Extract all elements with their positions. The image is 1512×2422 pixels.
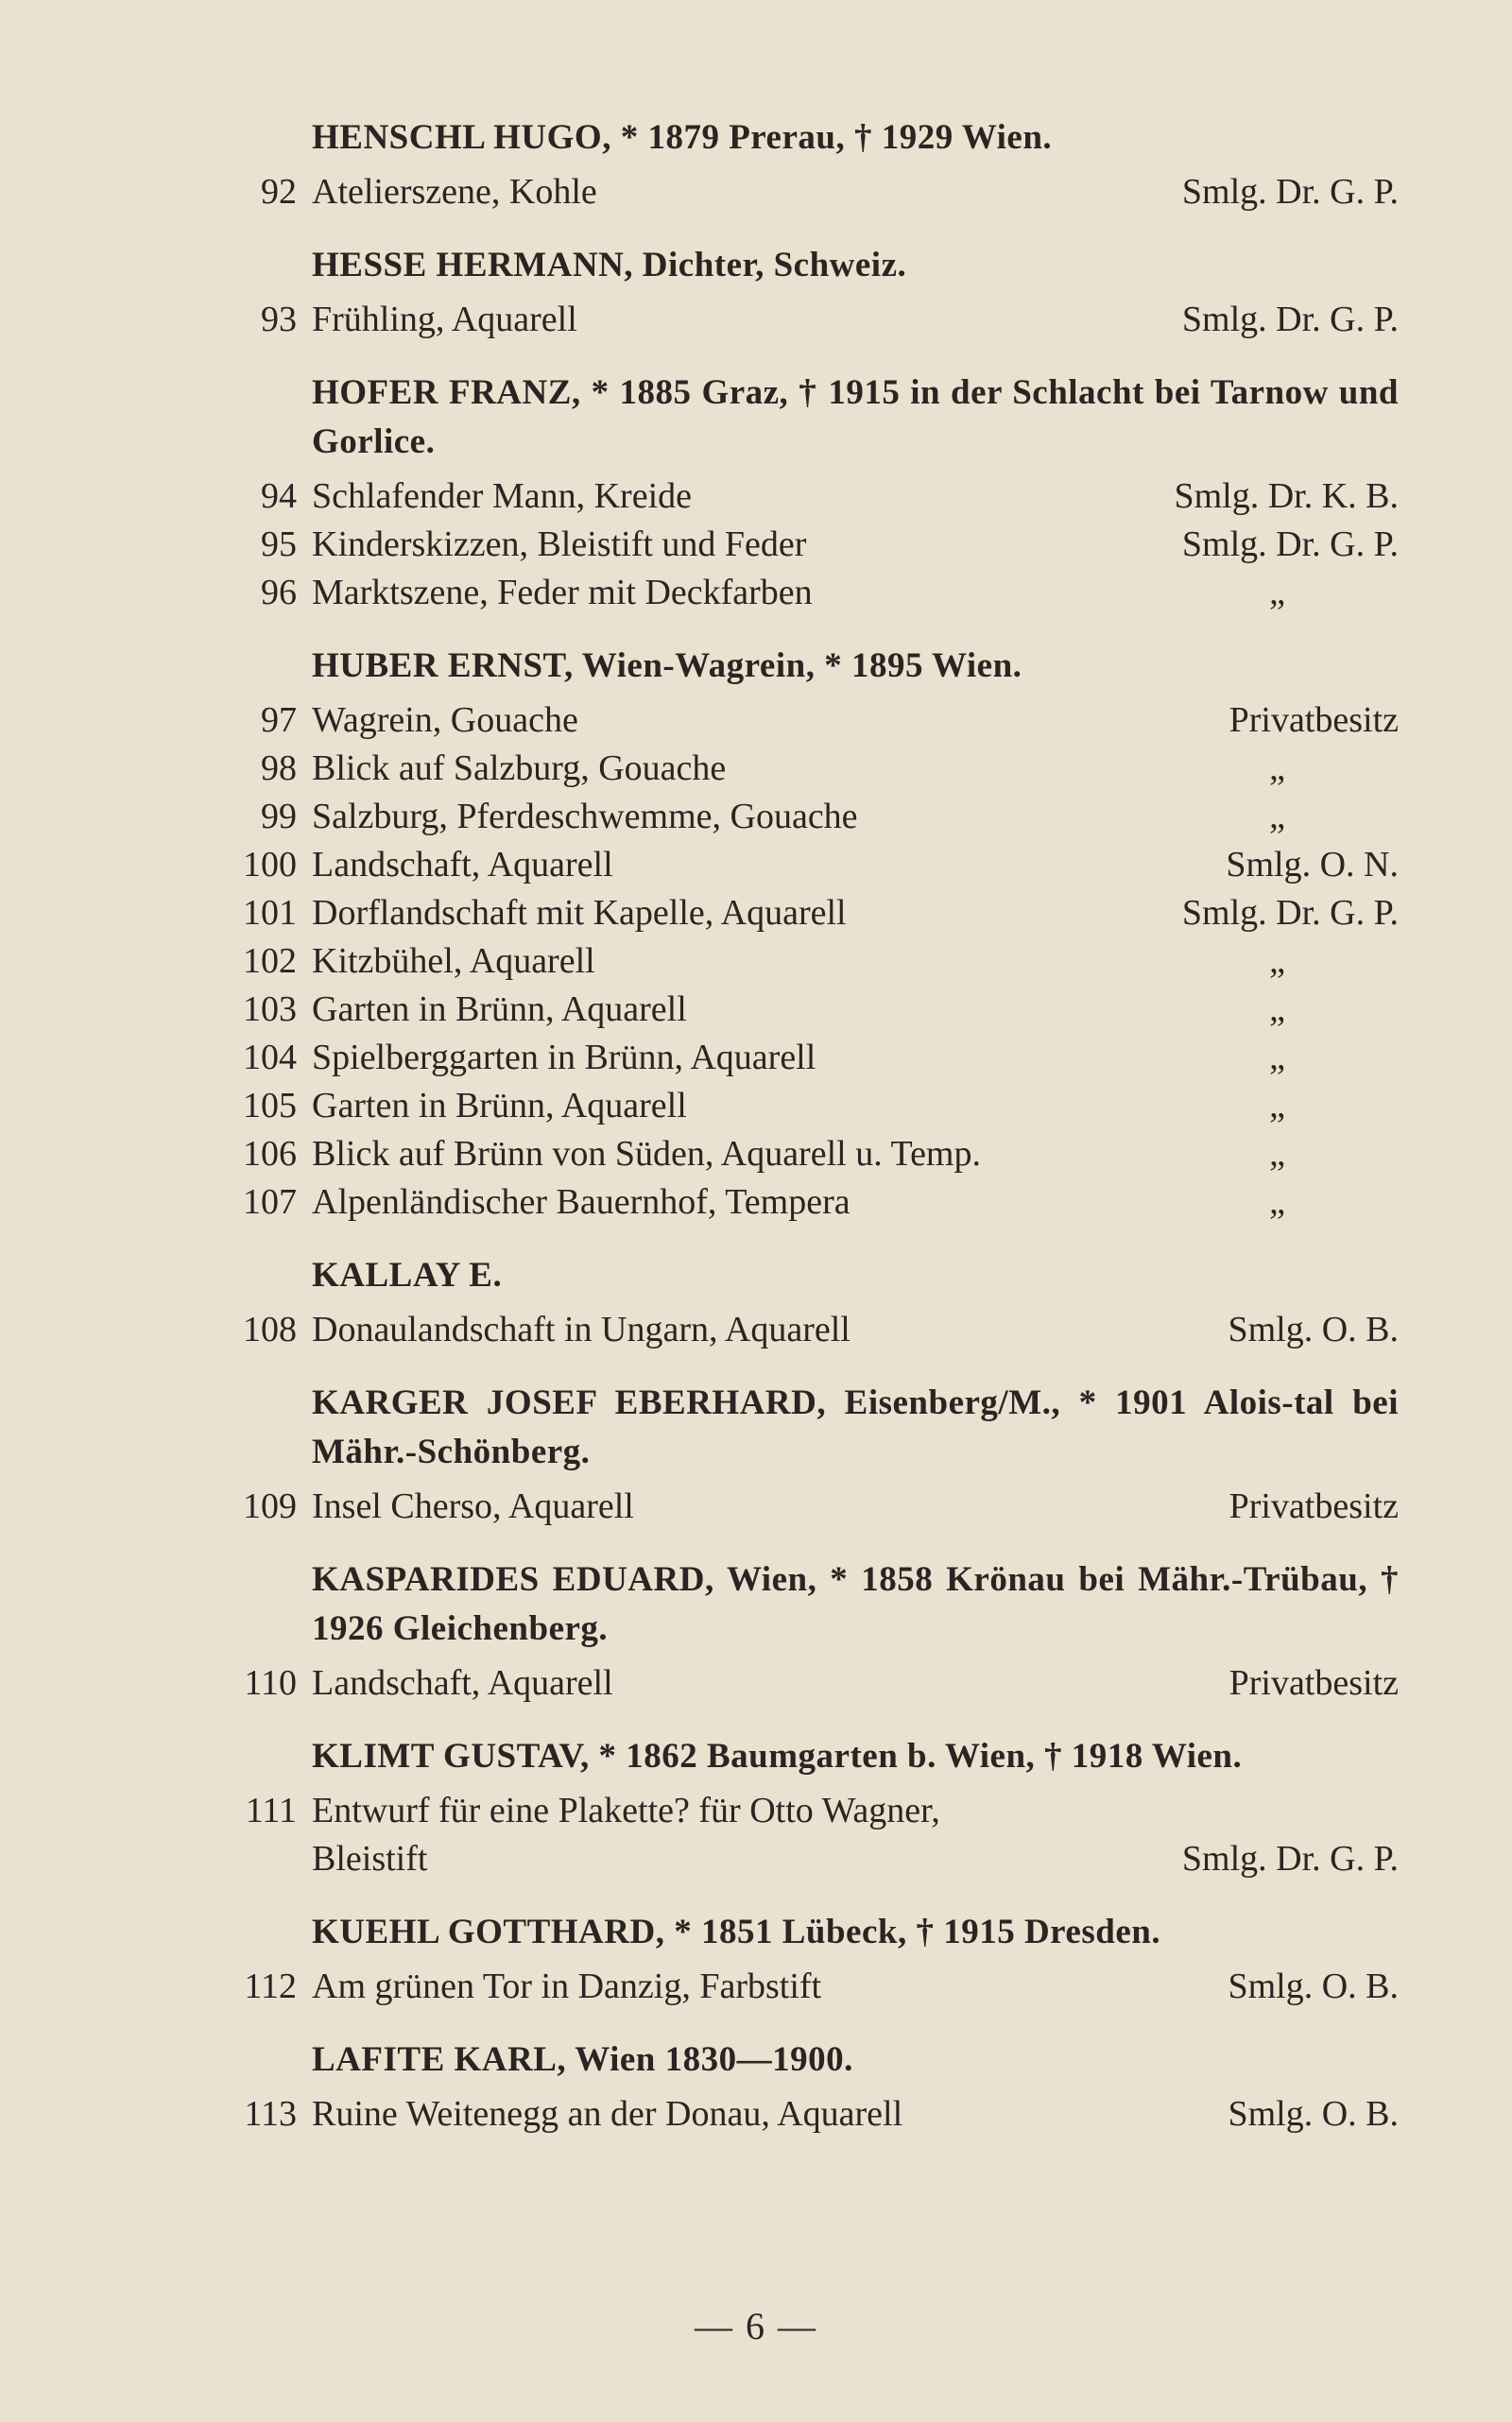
item-owner: Smlg. Dr. G. P. — [1181, 893, 1399, 933]
catalog-item — [227, 1034, 1399, 1082]
item-number: 107 — [243, 1182, 297, 1222]
page-number: — 6 — — [695, 2305, 817, 2347]
item-owner: Smlg. Dr. K. B. — [1174, 476, 1399, 516]
catalog-item — [227, 841, 1399, 889]
ditto-mark: „ — [1269, 748, 1285, 788]
artist-heading: KALLAY E. — [312, 1256, 503, 1295]
ditto-mark: „ — [1269, 941, 1285, 981]
item-number: 100 — [243, 845, 297, 885]
item-owner: Privatbesitz — [1228, 1663, 1399, 1703]
item-owner: Smlg. Dr. G. P. — [1181, 1839, 1399, 1879]
catalog-item — [227, 937, 1399, 986]
item-title: Am grünen Tor in Danzig, Farbstift — [312, 1967, 822, 2006]
ditto-mark: „ — [1269, 1038, 1285, 1077]
artist-heading: HOFER FRANZ, * 1885 Graz, † 1915 in der Schlacht bei Tarnow und Gorlice. — [312, 373, 1399, 461]
item-title: Garten in Brünn, Aquarell — [312, 989, 687, 1029]
item-title: Spielberggarten in Brünn, Aquarell — [312, 1038, 816, 1077]
catalog-item — [227, 1963, 1399, 2011]
artist-heading: KUEHL GOTTHARD, * 1851 Lübeck, † 1915 Dresden. — [312, 1913, 1161, 1951]
ditto-mark: „ — [1269, 573, 1285, 612]
item-number: 92 — [261, 172, 297, 212]
item-title: Blick auf Brünn von Süden, Aquarell u. Temp. — [312, 1134, 981, 1174]
item-number: 108 — [243, 1310, 297, 1349]
item-number: 112 — [244, 1967, 297, 2006]
item-number: 109 — [243, 1486, 297, 1526]
item-number: 93 — [261, 300, 297, 339]
item-number: 101 — [243, 893, 297, 933]
artist-heading: KASPARIDES EDUARD, Wien, * 1858 Krönau bei Mähr.-Trübau, † 1926 Gleichenberg. — [312, 1560, 1399, 1648]
catalog-item — [227, 1659, 1399, 1708]
catalog-item — [227, 986, 1399, 1034]
item-number: 111 — [245, 1791, 297, 1830]
artist-heading: HENSCHL HUGO, * 1879 Prerau, † 1929 Wien. — [312, 118, 1053, 157]
catalog-item — [227, 2090, 1399, 2139]
item-number: 96 — [261, 573, 297, 612]
artist-heading: KLIMT GUSTAV, * 1862 Baumgarten b. Wien, † 1918 Wien. — [312, 1737, 1243, 1776]
item-number: 113 — [244, 2094, 297, 2134]
item-number: 99 — [261, 797, 297, 836]
ditto-mark: „ — [1269, 1134, 1285, 1174]
artist-heading: HESSE HERMANN, Dichter, Schweiz. — [312, 246, 907, 284]
catalog-item — [227, 1306, 1399, 1354]
item-owner: Privatbesitz — [1228, 700, 1399, 740]
ditto-mark: „ — [1269, 989, 1285, 1029]
item-number: 95 — [261, 524, 297, 564]
item-title: Dorflandschaft mit Kapelle, Aquarell — [312, 893, 847, 933]
item-title: Kitzbühel, Aquarell — [312, 941, 595, 981]
ditto-mark: „ — [1269, 797, 1285, 836]
item-title: Atelierszene, Kohle — [312, 172, 597, 212]
artist-heading: HUBER ERNST, Wien-Wagrein, * 1895 Wien. — [312, 646, 1022, 685]
item-number: 98 — [261, 748, 297, 788]
catalog-list — [227, 113, 1399, 2139]
item-title: Donaulandschaft in Ungarn, Aquarell — [312, 1310, 850, 1349]
catalog-item — [227, 1178, 1399, 1227]
catalog-item — [227, 296, 1399, 344]
item-owner: Smlg. O. B. — [1228, 1967, 1399, 2006]
item-title: Landschaft, Aquarell — [312, 845, 613, 885]
catalog-item — [227, 696, 1399, 745]
catalog-item — [227, 745, 1399, 793]
item-number: 105 — [243, 1086, 297, 1125]
item-title: Blick auf Salzburg, Gouache — [312, 748, 727, 788]
item-owner: Smlg. Dr. G. P. — [1181, 300, 1399, 339]
catalog-item — [227, 1130, 1399, 1178]
item-number: 104 — [243, 1038, 297, 1077]
item-owner: Smlg. O. N. — [1226, 845, 1399, 885]
item-number: 103 — [243, 989, 297, 1029]
item-title: Kinderskizzen, Bleistift und Feder — [312, 524, 807, 564]
catalog-item — [227, 793, 1399, 841]
item-owner: Smlg. O. B. — [1228, 1310, 1399, 1349]
item-title: Entwurf für eine Plakette? für Otto Wagner, — [312, 1791, 940, 1830]
item-number: 97 — [261, 700, 297, 740]
catalog-item — [227, 569, 1399, 617]
item-title: Frühling, Aquarell — [312, 300, 577, 339]
catalog-item — [227, 472, 1399, 521]
item-title: Insel Cherso, Aquarell — [312, 1486, 634, 1526]
item-number: 94 — [261, 476, 297, 516]
item-owner: Privatbesitz — [1228, 1486, 1399, 1526]
catalog-item — [227, 1787, 1399, 1883]
ditto-mark: „ — [1269, 1086, 1285, 1125]
item-title: Marktszene, Feder mit Deckfarben — [312, 573, 813, 612]
catalog-item — [227, 1082, 1399, 1130]
ditto-mark: „ — [1269, 1182, 1285, 1222]
item-title: Garten in Brünn, Aquarell — [312, 1086, 687, 1125]
item-title: Wagrein, Gouache — [312, 700, 578, 740]
item-owner: Smlg. Dr. G. P. — [1181, 172, 1399, 212]
item-number: 106 — [243, 1134, 297, 1174]
catalog-item — [227, 1483, 1399, 1531]
catalog-item — [227, 521, 1399, 569]
item-title: Landschaft, Aquarell — [312, 1663, 613, 1703]
artist-heading: LAFITE KARL, Wien 1830—1900. — [312, 2040, 853, 2079]
artist-heading: KARGER JOSEF EBERHARD, Eisenberg/M., * 1901 Alois-tal bei Mähr.-Schönberg. — [312, 1383, 1399, 1471]
catalog-item — [227, 889, 1399, 937]
item-number: 102 — [243, 941, 297, 981]
catalog-item — [227, 168, 1399, 216]
item-title: Alpenländischer Bauernhof, Tempera — [312, 1182, 850, 1222]
item-title-continuation: Bleistift — [312, 1839, 428, 1879]
item-title: Salzburg, Pferdeschwemme, Gouache — [312, 797, 858, 836]
item-title: Schlafender Mann, Kreide — [312, 476, 693, 516]
item-title: Ruine Weitenegg an der Donau, Aquarell — [312, 2094, 903, 2134]
item-owner: Smlg. O. B. — [1228, 2094, 1399, 2134]
item-owner: Smlg. Dr. G. P. — [1181, 524, 1399, 564]
item-number: 110 — [244, 1663, 297, 1703]
